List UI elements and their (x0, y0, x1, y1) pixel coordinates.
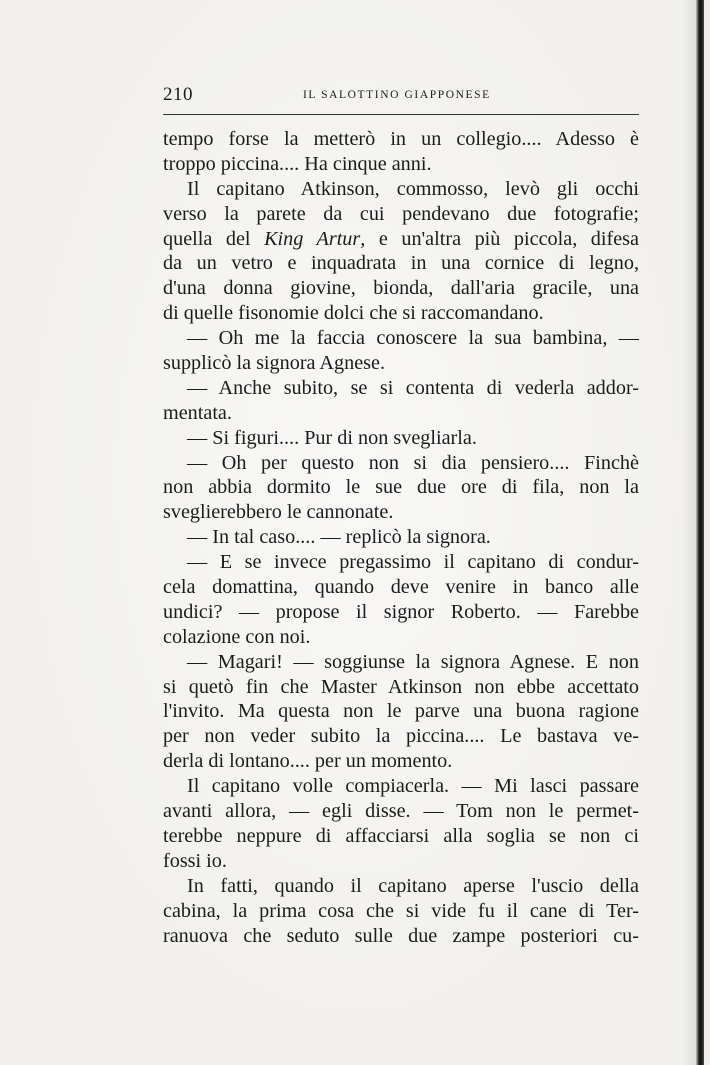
text-line: fossi io. (163, 849, 227, 872)
text-fragment: quella del (163, 227, 265, 250)
text-line: mentata. (163, 401, 232, 424)
text-line: supplicò la signora Agnese. (163, 352, 386, 375)
header-rule (163, 114, 639, 115)
text-line: troppo piccina.... Ha cinque anni. (163, 152, 432, 175)
text-line: verso la parete da cui pendevano due fotografie; (163, 202, 639, 225)
text-line: l'invito. Ma questa non le parve una buona ragione (163, 700, 639, 723)
text-line: Il capitano Atkinson, commosso, levò gli occhi (187, 177, 639, 200)
text-line: derla di lontano.... per un momento. (163, 750, 453, 773)
body-text (163, 127, 639, 948)
text-line: tempo forse la metterò in un collegio.... Adesso è (163, 128, 639, 150)
text-line: si quetò fin che Master Atkinson non ebbe accettato (163, 675, 639, 698)
text-line: non abbia dormito le sue due ore di fila, non la (163, 476, 639, 499)
text-line: colazione con noi. (163, 625, 311, 648)
page-number: 210 (163, 84, 193, 105)
italic-title: King Artur (264, 227, 361, 250)
spine-shadow (682, 0, 696, 1065)
text-line: ranuova che seduto sulle due zampe posteriori cu- (163, 924, 639, 947)
text-line: d'una donna giovine, bionda, dall'aria gracile, una (163, 277, 639, 300)
text-line: — Oh per questo non si dia pensiero.... Finchè (187, 451, 639, 474)
running-header (163, 84, 639, 108)
text-line: da un vetro e inquadrata in una cornice di legno, (163, 252, 639, 275)
text-line: cabina, la prima cosa che si vide fu il cane di Ter- (163, 899, 639, 922)
text-fragment: , e un'altra più piccola, difesa (360, 227, 639, 250)
text-line: — In tal caso.... — replicò la signora. (187, 526, 491, 549)
text-line: Il capitano volle compiacerla. — Mi lasci passare (187, 775, 639, 798)
running-title: IL SALOTTINO GIAPPONESE (303, 89, 491, 101)
text-line: — Magari! — soggiunse la signora Agnese. E non (187, 650, 639, 673)
text-line: sveglierebbero le cannonate. (163, 501, 394, 524)
text-line: di quelle fisonomie dolci che si raccomandano. (163, 302, 544, 325)
text-line: avanti allora, — egli disse. — Tom non le permet- (163, 800, 639, 823)
text-line: In fatti, quando il capitano aperse l'uscio della (187, 874, 639, 897)
text-line: undici? — propose il signor Roberto. — Farebbe (163, 600, 639, 623)
text-line (163, 227, 639, 252)
text-line: per non veder subito la piccina.... Le bastava ve- (163, 725, 639, 748)
text-line: — Anche subito, se si contenta di vederla addor- (187, 376, 639, 399)
text-line: terebbe neppure di affacciarsi alla soglia se non ci (163, 824, 639, 847)
text-line: — Si figuri.... Pur di non svegliarla. (187, 426, 477, 449)
book-spine-edge (696, 0, 704, 1065)
text-line: — Oh me la faccia conoscere la sua bambina, — (187, 327, 639, 350)
text-line: — E se invece pregassimo il capitano di condur- (187, 551, 639, 574)
text-line: cela domattina, quando deve venire in banco alle (163, 576, 639, 599)
